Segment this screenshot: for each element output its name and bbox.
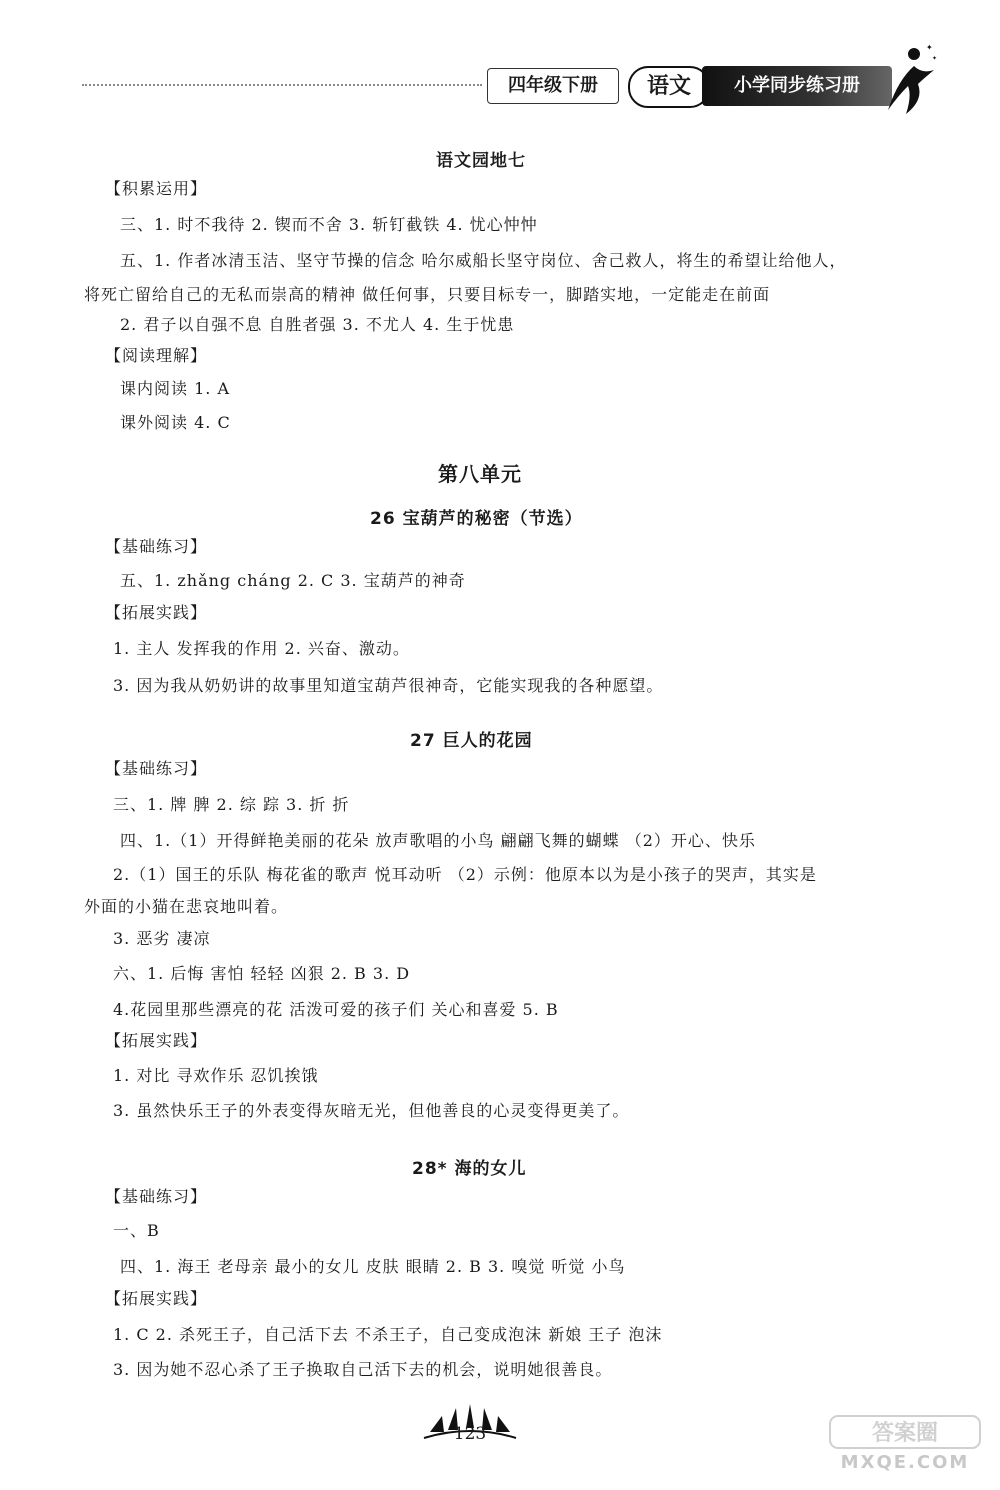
svg-text:✦: ✦ xyxy=(932,55,938,62)
heading-jichu-lianxi: 【基础练习】 xyxy=(105,1187,208,1206)
answer-line: 四、1.（1）开得鲜艳美丽的花朵 放声歌唱的小鸟 翩翩飞舞的蝴蝶 （2）开心、快乐 xyxy=(120,831,756,850)
answer-line: 3. 虽然快乐王子的外表变得灰暗无光，但他善良的心灵变得更美了。 xyxy=(113,1101,630,1120)
unit-title: 第八单元 xyxy=(438,462,522,486)
heading-jichu-lianxi: 【基础练习】 xyxy=(105,537,208,556)
mascot-logo-icon xyxy=(878,40,938,120)
lesson-title-27: 27 巨人的花园 xyxy=(410,731,533,751)
answer-line: 课外阅读 4. C xyxy=(120,413,231,432)
answer-line: 课内阅读 1. A xyxy=(120,379,230,398)
answer-line: 3. 因为我从奶奶讲的故事里知道宝葫芦很神奇，它能实现我的各种愿望。 xyxy=(113,676,664,695)
heading-jichu-lianxi: 【基础练习】 xyxy=(105,759,208,778)
answer-line: 一、B xyxy=(113,1221,160,1240)
answer-line: 3. 恶劣 凄凉 xyxy=(113,929,211,948)
answer-line: 四、1. 海王 老母亲 最小的女儿 皮肤 眼睛 2. B 3. 嗅觉 听觉 小鸟 xyxy=(120,1257,626,1276)
answer-line: 三、1. 时不我待 2. 锲而不舍 3. 斩钉截铁 4. 忧心忡忡 xyxy=(120,215,538,234)
header-book-title: 小学同步练习册 xyxy=(702,66,892,106)
page-number: 123 xyxy=(453,1424,487,1444)
heading-yuedu-lijie: 【阅读理解】 xyxy=(105,346,208,365)
answer-line: 4.花园里那些漂亮的花 活泼可爱的孩子们 关心和喜爱 5. B xyxy=(113,1000,559,1019)
answer-line: 五、1. zhǎng cháng 2. C 3. 宝葫芦的神奇 xyxy=(120,571,466,590)
heading-tuozhan-shijian: 【拓展实践】 xyxy=(105,1289,208,1308)
answer-line: 2. 君子以自强不息 自胜者强 3. 不尤人 4. 生于忧患 xyxy=(120,315,515,334)
header-grade-label: 四年级下册 xyxy=(487,68,619,104)
watermark-domain: MXQE.COM xyxy=(840,1452,970,1473)
watermark-logo-text: 答案圈 xyxy=(871,1421,939,1446)
watermark xyxy=(820,1412,990,1482)
lesson-title-26: 26 宝葫芦的秘密（节选） xyxy=(370,509,583,529)
answer-line: 外面的小猫在悲哀地叫着。 xyxy=(84,897,289,916)
answer-line: 将死亡留给自己的无私而崇高的精神 做任何事，只要目标专一，脚踏实地，一定能走在前面 xyxy=(84,285,771,304)
answer-line: 1. 对比 寻欢作乐 忍饥挨饿 xyxy=(113,1066,319,1085)
answer-line: 1. 主人 发挥我的作用 2. 兴奋、激动。 xyxy=(113,639,410,658)
lesson-title-28: 28* 海的女儿 xyxy=(412,1159,527,1179)
answer-line: 1. C 2. 杀死王子，自己活下去 不杀王子，自己变成泡沫 新娘 王子 泡沫 xyxy=(113,1325,663,1344)
answer-line: 2.（1）国王的乐队 梅花雀的歌声 悦耳动听 （2）示例：他原本以为是小孩子的哭声，其实是 xyxy=(113,865,817,884)
section-title-yuwen-yuandi: 语文园地七 xyxy=(436,151,526,171)
answer-line: 3. 因为她不忍心杀了王子换取自己活下去的机会，说明她很善良。 xyxy=(113,1360,613,1379)
heading-tuozhan-shijian: 【拓展实践】 xyxy=(105,1031,208,1050)
answer-line: 三、1. 牌 脾 2. 综 踪 3. 折 折 xyxy=(113,795,350,814)
header-subject-label: 语文 xyxy=(628,66,710,108)
watermark-logo-icon xyxy=(820,1412,990,1452)
heading-jilei-yunyong: 【积累运用】 xyxy=(105,179,208,198)
page-number-ornament xyxy=(420,1402,520,1448)
svg-text:✦: ✦ xyxy=(926,43,933,52)
header-dotted-rule xyxy=(82,84,482,86)
answer-line: 五、1. 作者冰清玉洁、坚守节操的信念 哈尔威船长坚守岗位、舍己救人，将生的希望让给他人， xyxy=(120,251,847,270)
answer-line: 六、1. 后悔 害怕 轻轻 凶狠 2. B 3. D xyxy=(113,964,411,983)
heading-tuozhan-shijian: 【拓展实践】 xyxy=(105,603,208,622)
